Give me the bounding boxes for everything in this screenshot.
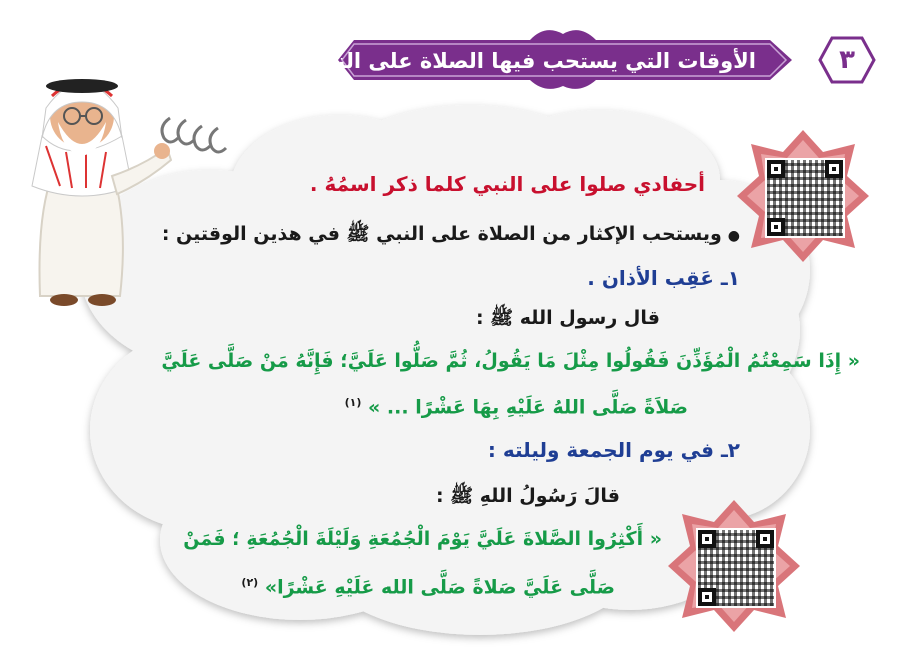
qr-code-top[interactable]	[735, 128, 871, 264]
item2-hadith-line1: « أَكْثِرُوا الصَّلاةَ عَلَيَّ يَوْمَ الْجُمُعَةِ وَلَيْلَةَ الْجُمُعَةِ ؛ فَمَنْ	[183, 528, 662, 550]
item1-hadith-line1: « إِذَا سَمِعْتُمُ الْمُؤَذِّنَ فَقُولُوا مِثْلَ مَا يَقُولُ، ثُمَّ صَلُّوا عَلَيَّ؛ فَإِنَّهُ مَنْ صَلَّى عَلَيَّ	[161, 350, 860, 372]
bullet-line: ● ويستحب الإكثار من الصلاة على النبي ﷺ في هذين الوقتين :	[162, 222, 740, 250]
qr-code-image	[765, 158, 845, 238]
item2-hadith-text: صَلَّى عَلَيَّ صَلاةً صَلَّى الله عَلَيْهِ عَشْرًا»	[264, 576, 615, 599]
lesson-title-banner	[274, 30, 796, 90]
intro-line: أحفادي صلوا على النبي كلما ذكر اسمُهُ .	[309, 172, 705, 196]
item2-heading: ٢ـ في يوم الجمعة وليلته :	[487, 438, 740, 462]
item2-said: قالَ رَسُولُ اللهِ ﷺ :	[435, 485, 620, 507]
lesson-title: الأوقات التي يستحب فيها الصلاة على النبي ﷺ	[274, 49, 756, 73]
qr-code-bottom[interactable]	[666, 498, 802, 634]
item1-footnote-ref: (١)	[344, 396, 362, 409]
item1-heading: ١ـ عَقِب الأذان .	[587, 266, 740, 290]
item2-footnote-ref: (٢)	[241, 576, 259, 589]
item1-hadith-line2	[345, 396, 688, 418]
lesson-number-badge	[818, 35, 876, 85]
item1-hadith-text: صَلاَةً صَلَّى اللهُ عَلَيْهِ بِهَا عَشْرًا ... »	[368, 396, 688, 419]
item2-hadith-line2	[241, 576, 615, 598]
qr-code-image	[696, 528, 776, 608]
lesson-number: ٣	[839, 45, 855, 75]
grandfather-illustration	[12, 56, 172, 318]
item1-said: قال رسول الله ﷺ :	[475, 307, 660, 329]
